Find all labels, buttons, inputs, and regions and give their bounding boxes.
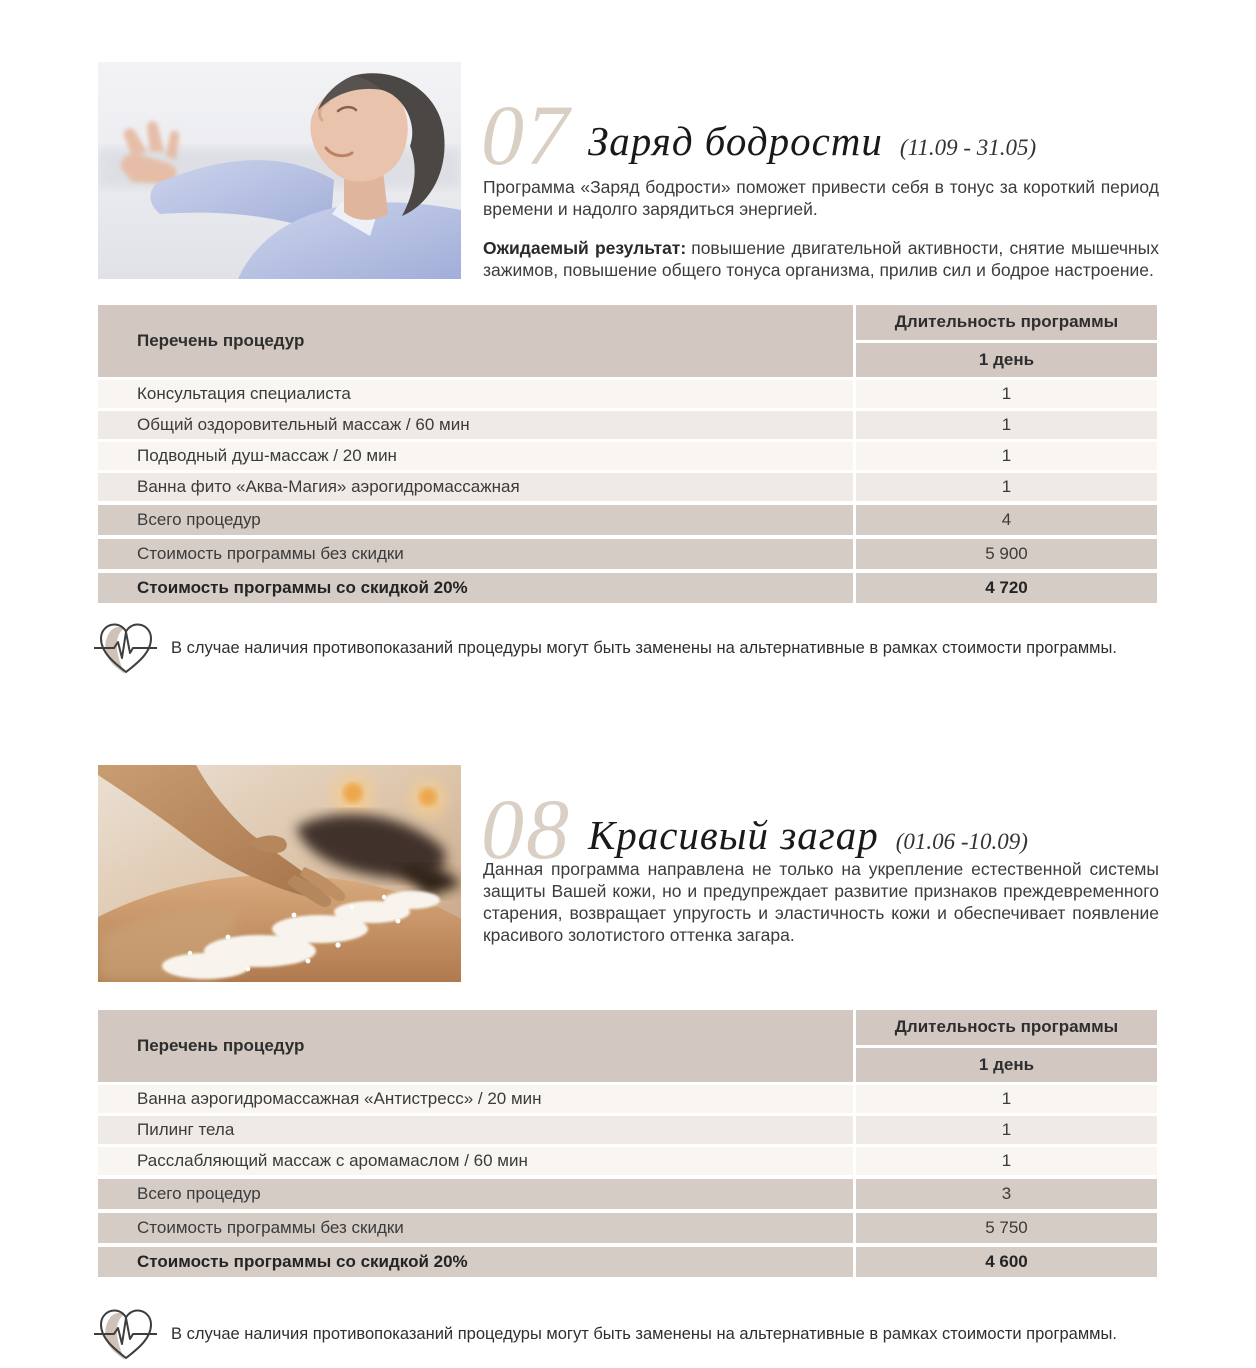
table-row bbox=[98, 1116, 1157, 1144]
section-dates: (01.06 -10.09) bbox=[895, 829, 1028, 854]
section-07-headline bbox=[481, 87, 1037, 183]
section-title: Красивый загар bbox=[588, 812, 879, 858]
table-row bbox=[98, 380, 1157, 408]
heart-pulse-icon bbox=[94, 1305, 158, 1363]
table-row bbox=[98, 1147, 1157, 1175]
section-07-expected-result bbox=[483, 237, 1159, 281]
column-header-day: 1 день bbox=[978, 349, 1035, 369]
row-label: Ванна аэрогидромассажная «Антистресс» / 20 мин bbox=[137, 1089, 542, 1108]
row-value: 1 bbox=[853, 473, 1157, 501]
contraindication-note-07 bbox=[94, 614, 1158, 682]
row-label: Общий оздоровительный массаж / 60 мин bbox=[137, 415, 470, 434]
row-value: 1 bbox=[853, 1085, 1157, 1113]
table-row bbox=[98, 473, 1157, 501]
column-header-procedures: Перечень процедур bbox=[137, 1036, 305, 1055]
expected-result-text: повышение двигательной активности, снятие мышечных зажимов, повышение общего тонуса организма, прилив сил и бодрое настроение. bbox=[483, 238, 1160, 280]
procedures-table-08 bbox=[98, 1010, 1157, 1277]
row-value: 4 bbox=[853, 505, 1157, 535]
section-08-description bbox=[483, 858, 1159, 946]
row-label: Ванна фито «Аква-Магия» аэрогидромассажная bbox=[137, 477, 520, 496]
table-header bbox=[98, 1010, 1157, 1082]
column-header-duration-group bbox=[853, 1010, 1157, 1082]
contraindication-note-08 bbox=[94, 1300, 1158, 1368]
column-header-duration: Длительность программы bbox=[856, 305, 1157, 343]
photo-salt-scrub-massage bbox=[98, 765, 461, 982]
table-row-discount-price bbox=[98, 573, 1157, 603]
section-number: 07 bbox=[481, 87, 571, 183]
table-row-price bbox=[98, 539, 1157, 569]
spa-photo-illustration bbox=[98, 765, 461, 982]
description-text: Данная программа направлена не только на укрепление естественной системы защиты Вашей кожи, но и предупреждает развитие признаков преждевременного старения, возвращает упругость и эластичность кожи и обеспечивает появление красивого золотистого оттенка загара. bbox=[483, 859, 1159, 945]
man-photo-illustration bbox=[98, 62, 461, 279]
row-value: 1 bbox=[853, 380, 1157, 408]
row-value: 3 bbox=[853, 1179, 1157, 1209]
table-header bbox=[98, 305, 1157, 377]
column-header-day: 1 день bbox=[978, 1054, 1035, 1074]
table-row-price bbox=[98, 1213, 1157, 1243]
section-08-headline bbox=[481, 781, 1028, 877]
table-row-total bbox=[98, 505, 1157, 535]
expected-result-label: Ожидаемый результат: bbox=[483, 238, 687, 258]
row-label: Расслабляющий массаж с аромамаслом / 60 мин bbox=[137, 1151, 528, 1170]
row-label: Всего процедур bbox=[137, 510, 261, 529]
photo-man-energized bbox=[98, 62, 461, 279]
row-label: Консультация специалиста bbox=[137, 384, 351, 403]
row-value: 4 600 bbox=[853, 1247, 1157, 1277]
table-row-discount-price bbox=[98, 1247, 1157, 1277]
row-value: 4 720 bbox=[853, 573, 1157, 603]
table-row bbox=[98, 411, 1157, 439]
row-label: Стоимость программы без скидки bbox=[137, 1218, 404, 1237]
column-header-duration: Длительность программы bbox=[856, 1010, 1157, 1048]
column-header-procedures: Перечень процедур bbox=[137, 331, 305, 350]
table-row bbox=[98, 442, 1157, 470]
row-label: Всего процедур bbox=[137, 1184, 261, 1203]
row-value: 1 bbox=[853, 411, 1157, 439]
row-label: Стоимость программы со скидкой 20% bbox=[137, 1252, 468, 1271]
row-label: Стоимость программы без скидки bbox=[137, 544, 404, 563]
row-value: 1 bbox=[853, 1116, 1157, 1144]
table-row-total bbox=[98, 1179, 1157, 1209]
note-text: В случае наличия противопоказаний процедуры могут быть заменены на альтернативные в рамках стоимости программы. bbox=[171, 638, 1117, 657]
row-label: Подводный душ-массаж / 20 мин bbox=[137, 446, 397, 465]
column-header-duration-group bbox=[853, 305, 1157, 377]
section-number: 08 bbox=[481, 781, 571, 877]
row-value: 1 bbox=[853, 1147, 1157, 1175]
row-value: 5 900 bbox=[853, 539, 1157, 569]
heart-pulse-icon bbox=[94, 619, 158, 677]
row-value: 5 750 bbox=[853, 1213, 1157, 1243]
section-title: Заряд бодрости bbox=[588, 118, 883, 164]
procedures-table-07 bbox=[98, 305, 1157, 603]
row-label: Стоимость программы со скидкой 20% bbox=[137, 578, 468, 597]
row-label: Пилинг тела bbox=[137, 1120, 235, 1139]
section-dates: (11.09 - 31.05) bbox=[899, 135, 1037, 160]
note-text: В случае наличия противопоказаний процедуры могут быть заменены на альтернативные в рамках стоимости программы. bbox=[171, 1324, 1117, 1343]
table-row bbox=[98, 1085, 1157, 1113]
description-text: Программа «Заряд бодрости» поможет привести себя в тонус за короткий период времени и надолго зарядиться энергией. bbox=[483, 177, 1159, 219]
section-07-description bbox=[483, 176, 1159, 220]
row-value: 1 bbox=[853, 442, 1157, 470]
